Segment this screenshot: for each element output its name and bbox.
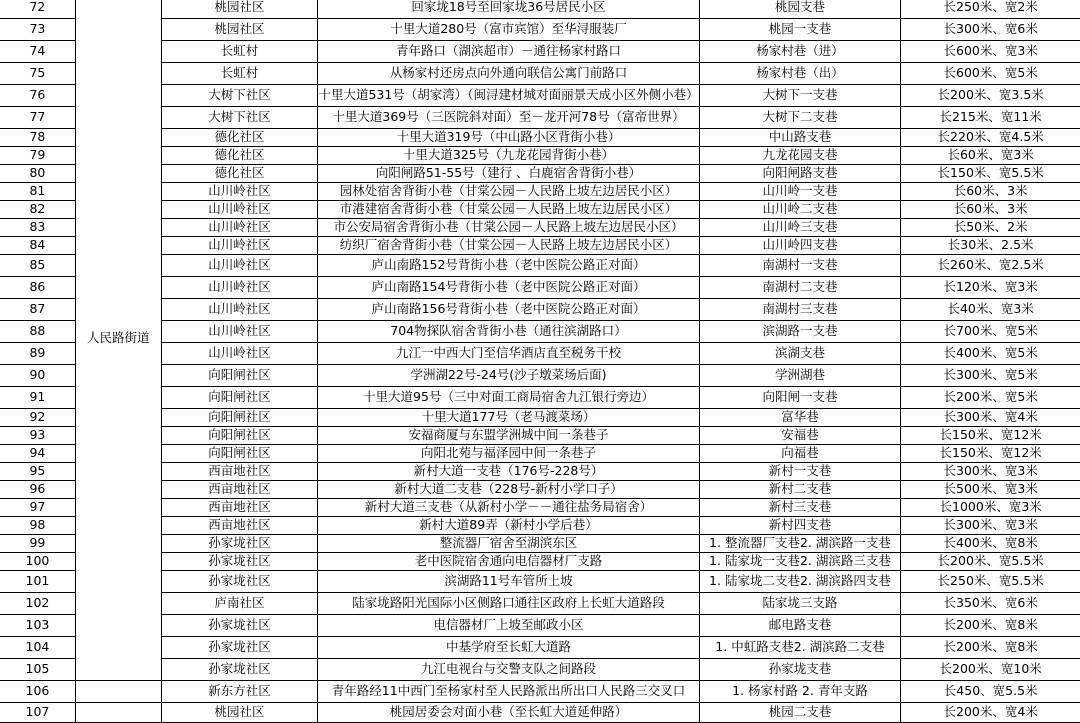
table-row bbox=[0, 499, 1080, 517]
table-row bbox=[0, 299, 1080, 321]
lane-name-cell[interactable]: 新村四支巷 bbox=[699, 517, 901, 535]
table-row bbox=[0, 255, 1080, 277]
row-number-cell[interactable]: 77 bbox=[0, 107, 75, 129]
community-cell[interactable]: 向阳闸社区 bbox=[161, 365, 318, 387]
lane-name-cell[interactable]: 南湖村三支巷 bbox=[699, 299, 901, 321]
row-number-cell[interactable]: 75 bbox=[0, 63, 75, 85]
location-cell[interactable]: 十里大道177号（老马渡菜场） bbox=[318, 409, 699, 427]
row-number-cell[interactable]: 87 bbox=[0, 299, 75, 321]
lane-name-cell[interactable]: 大树下一支巷 bbox=[699, 85, 901, 107]
district-cell-empty[interactable] bbox=[75, 703, 161, 723]
lane-name-cell[interactable]: 桃园二支巷 bbox=[699, 703, 901, 723]
location-cell[interactable]: 704物探队宿舍背街小巷（通往滨湖路口） bbox=[318, 321, 699, 343]
location-cell[interactable]: 纺织厂宿舍背街小巷（甘棠公园－人民路上坡左边居民小区） bbox=[318, 237, 699, 255]
table-row bbox=[0, 571, 1080, 593]
lane-name-cell[interactable]: 1. 整流器厂支巷2. 湖滨路一支巷 bbox=[699, 535, 901, 553]
row-number-cell[interactable]: 104 bbox=[0, 637, 75, 659]
row-number-cell[interactable]: 81 bbox=[0, 183, 75, 201]
location-cell[interactable]: 新村大道一支巷（176号-228号） bbox=[318, 463, 699, 481]
row-number-cell[interactable]: 82 bbox=[0, 201, 75, 219]
location-cell[interactable]: 桃园居委会对面小巷（至长虹大道延伸路） bbox=[318, 703, 699, 723]
size-cell[interactable]: 长260米、宽2.5米 bbox=[901, 255, 1080, 277]
district-cell[interactable]: 人民路街道 bbox=[75, 0, 161, 681]
size-cell[interactable]: 长1000米、宽3米 bbox=[901, 499, 1080, 517]
row-number-cell[interactable]: 73 bbox=[0, 19, 75, 41]
lane-name-cell[interactable]: 山川岭四支巷 bbox=[699, 237, 901, 255]
location-cell[interactable]: 滨湖路11号车管所上坡 bbox=[318, 571, 699, 593]
row-number-cell[interactable]: 88 bbox=[0, 321, 75, 343]
location-cell[interactable]: 九江一中西大门至信华酒店直至税务干校 bbox=[318, 343, 699, 365]
row-number-cell[interactable]: 102 bbox=[0, 593, 75, 615]
table-row bbox=[0, 365, 1080, 387]
location-cell[interactable]: 回家垅18号至回家垅36号居民小区 bbox=[318, 0, 699, 19]
community-cell[interactable]: 西亩地社区 bbox=[161, 517, 318, 535]
size-cell[interactable]: 长400米、宽5米 bbox=[901, 343, 1080, 365]
size-cell[interactable]: 长30米、2.5米 bbox=[901, 237, 1080, 255]
row-number-cell[interactable]: 83 bbox=[0, 219, 75, 237]
community-cell[interactable]: 大树下社区 bbox=[161, 107, 318, 129]
size-cell[interactable]: 长200米、宽3.5米 bbox=[901, 85, 1080, 107]
community-cell[interactable]: 向阳闸社区 bbox=[161, 427, 318, 445]
size-cell[interactable]: 长200米、宽10米 bbox=[901, 659, 1080, 681]
location-cell[interactable]: 九江电视台与交警支队之间路段 bbox=[318, 659, 699, 681]
community-cell[interactable]: 山川岭社区 bbox=[161, 277, 318, 299]
community-cell[interactable]: 西亩地社区 bbox=[161, 463, 318, 481]
community-cell[interactable]: 桃园社区 bbox=[161, 703, 318, 723]
row-number-cell[interactable]: 103 bbox=[0, 615, 75, 637]
size-cell[interactable]: 长300米、宽3米 bbox=[901, 463, 1080, 481]
table-row bbox=[0, 409, 1080, 427]
size-cell[interactable]: 长250米、宽5.5米 bbox=[901, 571, 1080, 593]
community-cell[interactable]: 孙家垅社区 bbox=[161, 553, 318, 571]
size-cell[interactable]: 长150米、宽12米 bbox=[901, 445, 1080, 463]
table-row bbox=[0, 703, 1080, 723]
size-cell[interactable]: 长300米、宽6米 bbox=[901, 19, 1080, 41]
community-cell[interactable]: 向阳闸社区 bbox=[161, 445, 318, 463]
size-cell[interactable]: 长250米、宽2米 bbox=[901, 0, 1080, 19]
row-number-cell[interactable]: 101 bbox=[0, 571, 75, 593]
location-cell[interactable]: 十里大道369号（三医院斜对面）至－龙开河78号（富帝世界） bbox=[318, 107, 699, 129]
table-row bbox=[0, 517, 1080, 535]
community-cell[interactable]: 向阳闸社区 bbox=[161, 387, 318, 409]
size-cell[interactable]: 长400米、宽8米 bbox=[901, 535, 1080, 553]
lane-name-cell[interactable]: 桃园支巷 bbox=[699, 0, 901, 19]
lane-name-cell[interactable]: 新村二支巷 bbox=[699, 481, 901, 499]
table-row bbox=[0, 165, 1080, 183]
size-cell[interactable]: 长700米、宽5米 bbox=[901, 321, 1080, 343]
location-cell[interactable]: 市港建宿舍背街小巷（甘棠公园－人民路上坡左边居民小区） bbox=[318, 201, 699, 219]
table-row bbox=[0, 387, 1080, 409]
row-number-cell[interactable]: 92 bbox=[0, 409, 75, 427]
size-cell[interactable]: 长350米、宽6米 bbox=[901, 593, 1080, 615]
table-row bbox=[0, 147, 1080, 165]
table-row bbox=[0, 427, 1080, 445]
lane-name-cell[interactable]: 向福巷 bbox=[699, 445, 901, 463]
lane-name-cell[interactable]: 安福巷 bbox=[699, 427, 901, 445]
lane-name-cell[interactable]: 南湖村一支巷 bbox=[699, 255, 901, 277]
table-row bbox=[0, 445, 1080, 463]
location-cell[interactable]: 陆家垅路阳光国际小区侧路口通往区政府上长虹大道路段 bbox=[318, 593, 699, 615]
location-cell[interactable]: 安福商厦与东盟学洲城中间一条巷子 bbox=[318, 427, 699, 445]
row-number-cell[interactable]: 86 bbox=[0, 277, 75, 299]
lane-name-cell[interactable]: 中山路支巷 bbox=[699, 129, 901, 147]
row-number-cell[interactable]: 79 bbox=[0, 147, 75, 165]
row-number-cell[interactable]: 94 bbox=[0, 445, 75, 463]
location-cell[interactable]: 学洲湖22号-24号(沙子墩菜场后面) bbox=[318, 365, 699, 387]
lane-name-cell[interactable]: 邮电路支巷 bbox=[699, 615, 901, 637]
lane-name-cell[interactable]: 陆家垅三支路 bbox=[699, 593, 901, 615]
row-number-cell[interactable]: 107 bbox=[0, 703, 75, 723]
lane-name-cell[interactable]: 学洲湖巷 bbox=[699, 365, 901, 387]
table-row bbox=[0, 593, 1080, 615]
lane-name-cell[interactable]: 1. 中虹路支巷2. 湖滨路二支巷 bbox=[699, 637, 901, 659]
size-cell[interactable]: 长220米、宽4.5米 bbox=[901, 129, 1080, 147]
lane-name-cell[interactable]: 新村一支巷 bbox=[699, 463, 901, 481]
table-row bbox=[0, 481, 1080, 499]
lane-name-cell[interactable]: 向阳闸一支巷 bbox=[699, 387, 901, 409]
table-row bbox=[0, 681, 1080, 703]
lane-name-cell[interactable]: 滨湖路一支巷 bbox=[699, 321, 901, 343]
table-row bbox=[0, 463, 1080, 481]
community-cell[interactable]: 孙家垅社区 bbox=[161, 615, 318, 637]
table-row bbox=[0, 19, 1080, 41]
community-cell[interactable]: 长虹村 bbox=[161, 63, 318, 85]
lane-name-cell[interactable]: 大树下二支巷 bbox=[699, 107, 901, 129]
table-row bbox=[0, 659, 1080, 681]
table-row bbox=[0, 201, 1080, 219]
size-cell[interactable]: 长600米、宽5米 bbox=[901, 63, 1080, 85]
community-cell[interactable]: 新东方社区 bbox=[161, 681, 318, 703]
table-row bbox=[0, 85, 1080, 107]
community-cell[interactable]: 德化社区 bbox=[161, 147, 318, 165]
lane-name-cell[interactable]: 1. 陆家垅二支巷2. 湖滨路四支巷 bbox=[699, 571, 901, 593]
location-cell[interactable]: 庐山南路156号背街小巷（老中医院公路正对面） bbox=[318, 299, 699, 321]
community-cell[interactable]: 山川岭社区 bbox=[161, 183, 318, 201]
community-cell[interactable]: 桃园社区 bbox=[161, 19, 318, 41]
row-number-cell[interactable]: 93 bbox=[0, 427, 75, 445]
lane-name-cell[interactable]: 1. 杨家村路 2. 青年支路 bbox=[699, 681, 901, 703]
community-cell[interactable]: 向阳闸社区 bbox=[161, 409, 318, 427]
location-cell[interactable]: 新村大道三支巷（从新村小学－－通往盐务局宿舍） bbox=[318, 499, 699, 517]
community-cell[interactable]: 庐南社区 bbox=[161, 593, 318, 615]
location-cell[interactable]: 庐山南路154号背街小巷（老中医院公路正对面） bbox=[318, 277, 699, 299]
lane-name-cell[interactable]: 滨湖支巷 bbox=[699, 343, 901, 365]
location-cell[interactable]: 十里大道325号（九龙花园背街小巷） bbox=[318, 147, 699, 165]
community-cell[interactable]: 德化社区 bbox=[161, 129, 318, 147]
community-cell[interactable]: 山川岭社区 bbox=[161, 299, 318, 321]
lane-name-cell[interactable]: 孙家垅支巷 bbox=[699, 659, 901, 681]
size-cell[interactable]: 长450、宽5.5米 bbox=[901, 681, 1080, 703]
row-number-cell[interactable]: 78 bbox=[0, 129, 75, 147]
community-cell[interactable]: 西亩地社区 bbox=[161, 499, 318, 517]
table-row bbox=[0, 219, 1080, 237]
row-number-cell[interactable]: 96 bbox=[0, 481, 75, 499]
row-number-cell[interactable]: 98 bbox=[0, 517, 75, 535]
location-cell[interactable]: 从杨家村还房点向外通向联信公寓门前路口 bbox=[318, 63, 699, 85]
community-cell[interactable]: 长虹村 bbox=[161, 41, 318, 63]
row-number-cell[interactable]: 90 bbox=[0, 365, 75, 387]
community-cell[interactable]: 山川岭社区 bbox=[161, 201, 318, 219]
location-cell[interactable]: 青年路口（湖滨超市）－通往杨家村路口 bbox=[318, 41, 699, 63]
table-row bbox=[0, 237, 1080, 255]
location-cell[interactable]: 中基学府至长虹大道路 bbox=[318, 637, 699, 659]
size-cell[interactable]: 长120米、宽3米 bbox=[901, 277, 1080, 299]
lane-name-cell[interactable]: 桃园一支巷 bbox=[699, 19, 901, 41]
size-cell[interactable]: 长50米、2米 bbox=[901, 219, 1080, 237]
table-row bbox=[0, 129, 1080, 147]
location-cell[interactable]: 庐山南路152号背街小巷（老中医院公路正对面） bbox=[318, 255, 699, 277]
table-row bbox=[0, 41, 1080, 63]
lane-name-cell[interactable]: 杨家村巷（出） bbox=[699, 63, 901, 85]
size-cell[interactable]: 长200米、宽5.5米 bbox=[901, 553, 1080, 571]
size-cell[interactable]: 长40米、宽3米 bbox=[901, 299, 1080, 321]
table-row bbox=[0, 0, 1080, 19]
location-cell[interactable]: 向阳闸路51-55号（建行 、白鹿宿舍背街小巷） bbox=[318, 165, 699, 183]
row-number-cell[interactable]: 105 bbox=[0, 659, 75, 681]
lane-name-cell[interactable]: 杨家村巷（进） bbox=[699, 41, 901, 63]
location-cell[interactable]: 青年路经11中西门至杨家村至人民路派出所出口人民路三交叉口 bbox=[318, 681, 699, 703]
row-number-cell[interactable]: 89 bbox=[0, 343, 75, 365]
row-number-cell[interactable]: 84 bbox=[0, 237, 75, 255]
district-cell-empty[interactable] bbox=[75, 681, 161, 703]
table-row bbox=[0, 343, 1080, 365]
lane-name-cell[interactable]: 山川岭三支巷 bbox=[699, 219, 901, 237]
table-row bbox=[0, 637, 1080, 659]
size-cell[interactable]: 长200米、宽5米 bbox=[901, 387, 1080, 409]
community-cell[interactable]: 西亩地社区 bbox=[161, 481, 318, 499]
size-cell[interactable]: 长200米、宽4米 bbox=[901, 703, 1080, 723]
size-cell[interactable]: 长200米、宽8米 bbox=[901, 615, 1080, 637]
table-row bbox=[0, 183, 1080, 201]
table-row bbox=[0, 63, 1080, 85]
location-cell[interactable]: 老中医院宿舍通向电信器材厂支路 bbox=[318, 553, 699, 571]
lane-name-cell[interactable]: 向阳闸路支巷 bbox=[699, 165, 901, 183]
community-cell[interactable]: 山川岭社区 bbox=[161, 219, 318, 237]
community-cell[interactable]: 孙家垅社区 bbox=[161, 535, 318, 553]
location-cell[interactable]: 十里大道95号（三中对面工商局宿舍九江银行旁边） bbox=[318, 387, 699, 409]
row-number-cell[interactable]: 100 bbox=[0, 553, 75, 571]
location-cell[interactable]: 十里大道319号（中山路小区背街小巷） bbox=[318, 129, 699, 147]
row-number-cell[interactable]: 72 bbox=[0, 0, 75, 19]
location-cell[interactable]: 市公安局宿舍背街小巷（甘棠公园－人民路上坡左边居民小区） bbox=[318, 219, 699, 237]
community-cell[interactable]: 山川岭社区 bbox=[161, 343, 318, 365]
size-cell[interactable]: 长60米、3米 bbox=[901, 201, 1080, 219]
community-cell[interactable]: 桃园社区 bbox=[161, 0, 318, 19]
lane-name-cell[interactable]: 山川岭二支巷 bbox=[699, 201, 901, 219]
size-cell[interactable]: 长215米、宽11米 bbox=[901, 107, 1080, 129]
location-cell[interactable]: 十里大道531号（胡家湾）（闽浔建材城对面丽景天成小区外侧小巷） bbox=[318, 85, 699, 107]
size-cell[interactable]: 长150米、宽12米 bbox=[901, 427, 1080, 445]
community-cell[interactable]: 山川岭社区 bbox=[161, 237, 318, 255]
row-number-cell[interactable]: 106 bbox=[0, 681, 75, 703]
row-number-cell[interactable]: 95 bbox=[0, 463, 75, 481]
location-cell[interactable]: 向阳北苑与福泽园中间一条巷子 bbox=[318, 445, 699, 463]
location-cell[interactable]: 新村大道二支巷（228号-新村小学口子） bbox=[318, 481, 699, 499]
row-number-cell[interactable]: 99 bbox=[0, 535, 75, 553]
lane-name-cell[interactable]: 南湖村二支巷 bbox=[699, 277, 901, 299]
community-cell[interactable]: 山川岭社区 bbox=[161, 255, 318, 277]
table-row bbox=[0, 107, 1080, 129]
community-cell[interactable]: 山川岭社区 bbox=[161, 321, 318, 343]
community-cell[interactable]: 大树下社区 bbox=[161, 85, 318, 107]
community-cell[interactable]: 孙家垅社区 bbox=[161, 637, 318, 659]
size-cell[interactable]: 长60米、宽3米 bbox=[901, 147, 1080, 165]
lane-name-cell[interactable]: 1. 陆家垅一支巷2. 湖滨路三支巷 bbox=[699, 553, 901, 571]
table-row bbox=[0, 535, 1080, 553]
community-cell[interactable]: 德化社区 bbox=[161, 165, 318, 183]
lane-name-cell[interactable]: 山川岭一支巷 bbox=[699, 183, 901, 201]
row-number-cell[interactable]: 76 bbox=[0, 85, 75, 107]
size-cell[interactable]: 长200米、宽8米 bbox=[901, 637, 1080, 659]
table-row bbox=[0, 277, 1080, 299]
size-cell[interactable]: 长600米、宽3米 bbox=[901, 41, 1080, 63]
community-cell[interactable]: 孙家垅社区 bbox=[161, 659, 318, 681]
table-row bbox=[0, 553, 1080, 571]
row-number-cell[interactable]: 91 bbox=[0, 387, 75, 409]
location-cell[interactable]: 电信器材厂上坡至邮政小区 bbox=[318, 615, 699, 637]
table-row bbox=[0, 615, 1080, 637]
row-number-cell[interactable]: 74 bbox=[0, 41, 75, 63]
size-cell[interactable]: 长500米、宽3米 bbox=[901, 481, 1080, 499]
community-cell[interactable]: 孙家垅社区 bbox=[161, 571, 318, 593]
size-cell[interactable]: 长300米、宽5米 bbox=[901, 365, 1080, 387]
location-cell[interactable]: 十里大道280号（富市宾馆）至华浔服装厂 bbox=[318, 19, 699, 41]
row-number-cell[interactable]: 97 bbox=[0, 499, 75, 517]
lane-name-cell[interactable]: 富华巷 bbox=[699, 409, 901, 427]
row-number-cell[interactable]: 85 bbox=[0, 255, 75, 277]
location-cell[interactable]: 园林处宿舍背街小巷（甘棠公园－人民路上坡左边居民小区） bbox=[318, 183, 699, 201]
lane-name-cell[interactable]: 九龙花园支巷 bbox=[699, 147, 901, 165]
size-cell[interactable]: 长300米、宽3米 bbox=[901, 517, 1080, 535]
size-cell[interactable]: 长300米、宽4米 bbox=[901, 409, 1080, 427]
location-cell[interactable]: 整流器厂宿舍至湖滨东区 bbox=[318, 535, 699, 553]
table-row bbox=[0, 321, 1080, 343]
lane-name-cell[interactable]: 新村三支巷 bbox=[699, 499, 901, 517]
location-cell[interactable]: 新村大道89弄（新村小学后巷） bbox=[318, 517, 699, 535]
size-cell[interactable]: 长60米、3米 bbox=[901, 183, 1080, 201]
row-number-cell[interactable]: 80 bbox=[0, 165, 75, 183]
size-cell[interactable]: 长150米、宽5.5米 bbox=[901, 165, 1080, 183]
